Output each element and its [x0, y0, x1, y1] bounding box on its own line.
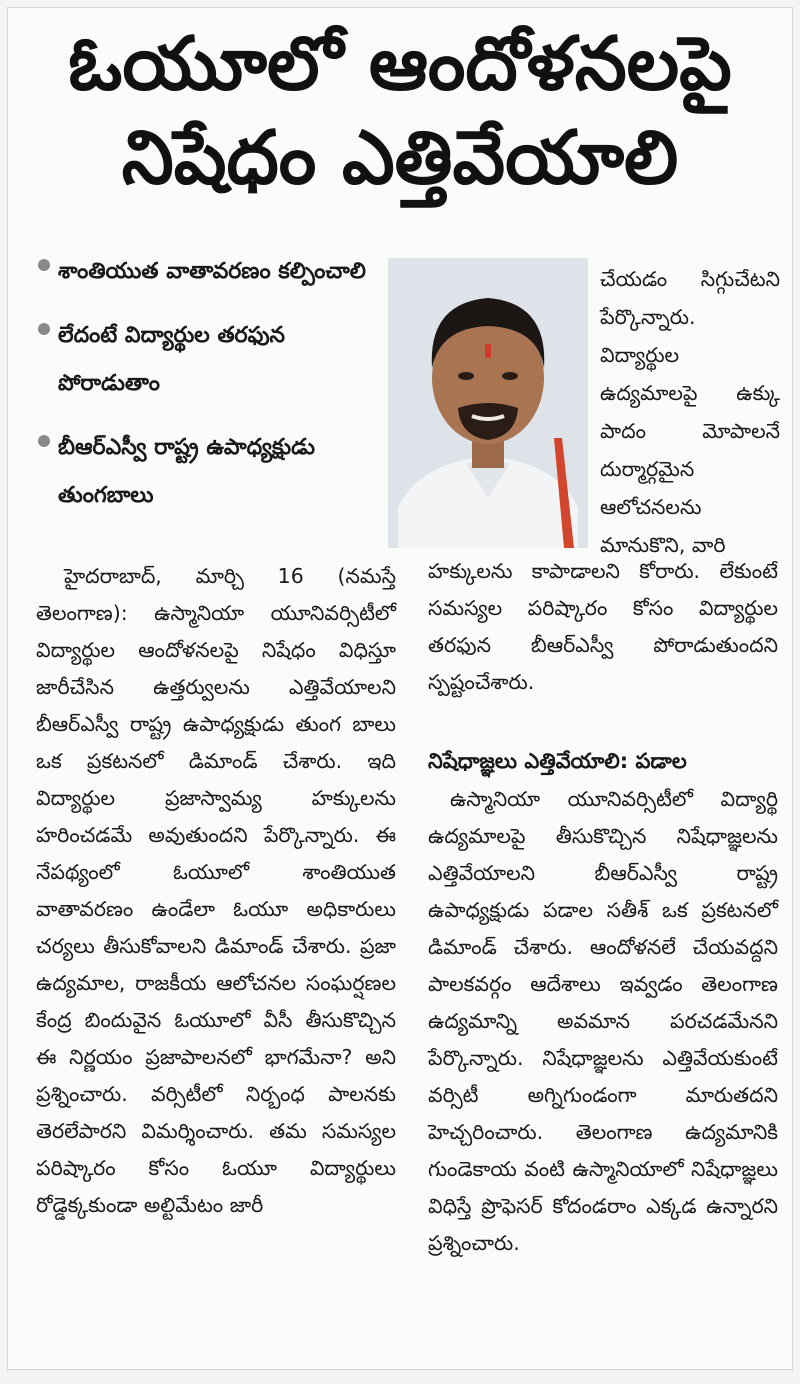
- portrait-illustration: [388, 258, 588, 548]
- highlight-text: శాంతియుత వాతావరణం కల్పించాలి: [58, 259, 366, 284]
- headline-line-1: ఓయూలో ఆందోళనలపై: [68, 21, 732, 107]
- story-paragraph: హక్కులను కాపాడాలని కోరారు. లేకుంటే సమస్యల పరిష్కారం కోసం విద్యార్థుల తరఫున బీఆర్‌ఎస్వీ పోరాడుతుందని స్పష్టంచేశారు.: [428, 559, 778, 694]
- sub-heading: నిషేధాజ్ఞలు ఎత్తివేయాలి: పడాల: [428, 749, 687, 773]
- headline-line-2: నిషేధం ఎత్తివేయాలి: [121, 115, 679, 201]
- highlight-text: లేదంటే విద్యార్థుల తరఫున పోరాడుతాం: [58, 323, 286, 396]
- bullet-dot-icon: [38, 435, 50, 447]
- highlight-item: [36, 248, 381, 296]
- highlights-list: [36, 248, 381, 536]
- bullet-dot-icon: [38, 323, 50, 335]
- story-column-beside-photo: [600, 260, 780, 564]
- highlight-item: [36, 312, 381, 408]
- newspaper-clipping: [7, 7, 793, 1370]
- story-column-left: [36, 558, 396, 1224]
- portrait-photo: [388, 258, 588, 548]
- story-paragraph: చేయడం సిగ్గుచేటని పేర్కొన్నారు. విద్యార్థుల ఉద్యమాలపై ఉక్కు పాదం మోపాలనే దుర్మార్గమైన ఆలోచనలను మానుకొని, వారి: [600, 267, 780, 557]
- highlight-item: [36, 424, 381, 520]
- story-column-right: [428, 553, 778, 701]
- highlight-text: బీఆర్‌ఎస్వీ రాష్ట్ర ఉపాధ్యక్షుడు తుంగబాలు: [58, 435, 316, 508]
- story2-column: [428, 781, 778, 1262]
- story2-paragraph: ఉస్మానియా యూనివర్సిటీలో విద్యార్థి ఉద్యమాలపై తీసుకొచ్చిన నిషేధాజ్ఞలను ఎత్తివేయాలని బీఆర్‌ఎస్వీ రాష్ట్ర ఉపాధ్యక్షుడు పడాల సతీశ్ ఒక ప్రకటనలో డిమాండ్ చేశారు. ఆందోళనలే చేయవద్దని పాలకవర్గం ఆదేశాలు ఇవ్వడం తెలంగాణ ఉద్యమాన్ని అవమాన పరచడమేనని పేర్కొన్నారు. నిషేధాజ్ఞలను ఎత్తివేయకుంటే వర్సిటీ అగ్నిగుండంగా మారుతదని హెచ్చరించారు. తెలంగాణ ఉద్యమానికి గుండెకాయ వంటి ఉస్మానియాలో నిషేధాజ్ఞలు విధిస్తే ప్రొఫెసర్ కోదండరాం ఎక్కడ ఉన్నారని ప్రశ్నించారు.: [428, 787, 778, 1255]
- bullet-dot-icon: [38, 259, 50, 271]
- story-paragraph-dateline: హైదరాబాద్, మార్చి 16 (నమస్తే తెలంగాణ): ఉస్మానియా యూనివర్సిటీలో విద్యార్థుల ఆందోళనలపై నిషేధం విధిస్తూ జారీచేసిన ఉత్తర్వులను ఎత్తివేయాలని బీఆర్‌ఎస్వీ రాష్ట్ర ఉపాధ్యక్షుడు తుంగ బాలు ఒక ప్రకటనలో డిమాండ్ చేశారు. ఇది విద్యార్థుల ప్రజాస్వామ్య హక్కులను హరించడమే అవుతుందని పేర్కొన్నారు. ఈ నేపథ్యంలో ఓయూలో శాంతియుత వాతావరణం ఉండేలా ఓయూ అధికారులు చర్యలు తీసుకోవాలని డిమాండ్ చేశారు. ప్రజా ఉద్యమాల, రాజకీయ ఆలోచనల సంఘర్షణల కేంద్ర బిందువైన ఓయూలో వీసీ తీసుకొచ్చిన ఈ నిర్ణయం ప్రజాపాలనలో భాగమేనా? అని ప్రశ్నించారు. వర్సిటీలో నిర్బంధ పాలనకు తెరలేపారని విమర్శించారు. తమ సమస్యల పరిష్కారం కోసం ఓయూ విద్యార్థులు రోడ్డెక్కకుండా అల్టిమేటం జారీ: [36, 564, 396, 1217]
